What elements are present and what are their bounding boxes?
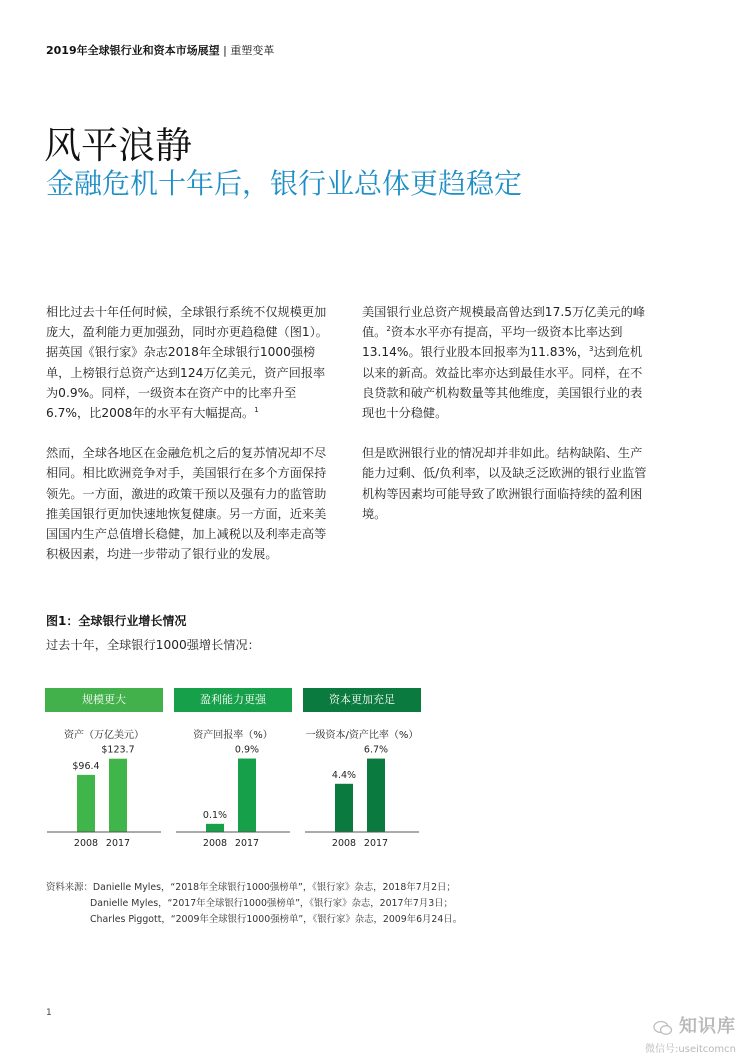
body-column-right: [362, 302, 647, 544]
source-line: Danielle Myles，“2017年全球银行1000强榜单”，《银行家》杂志，2017年7月3日；: [90, 898, 453, 909]
report-title: 2019年全球银行业和资本市场展望: [46, 44, 220, 57]
watermark-url: 微信号:useitcomcn: [645, 1044, 736, 1055]
bar-2017: [109, 759, 127, 832]
chart-panel-size: [45, 688, 163, 854]
body-column-left: [46, 302, 330, 584]
bar-chart-assets: [45, 738, 163, 854]
bar-2017: [367, 759, 385, 832]
paragraph-text: 相比过去十年任何时候，全球银行系统不仅规模更加庞大，盈利能力更加强劲，同时亦更趋稳健（图1）。据英国《银行家》杂志2018年全球银行1000强榜单，上榜银行总资产达到124万亿美元，资产回报率为0.9%。同样，一级资本在资产中的比率升至6.7%，比2008年的水平有大幅提高。: [46, 305, 328, 421]
chart-panel-profitability: [174, 688, 292, 854]
watermark: [645, 1012, 736, 1055]
sources-label: 资料来源：: [46, 882, 93, 893]
paragraph: [46, 443, 330, 564]
panel-header: 资本更加充足: [303, 688, 421, 712]
data-label: 4.4%: [331, 769, 357, 781]
data-label: $96.4: [72, 760, 100, 772]
bar-2008: [206, 824, 224, 832]
header-separator: |: [223, 44, 227, 57]
x-tick-label: 2008: [202, 838, 228, 849]
source-line: Danielle Myles，“2018年全球银行1000强榜单”，《银行家》杂志，2018年7月2日；: [92, 882, 456, 893]
page-number: 1: [46, 1008, 52, 1018]
x-tick-label: 2017: [105, 838, 131, 849]
paragraph-text: 美国银行业总资产规模最高曾达到17.5万亿美元的峰值。: [362, 305, 646, 340]
wechat-icon: [653, 1021, 673, 1035]
paragraph: [46, 302, 330, 423]
bar-chart-tier1: [303, 738, 421, 854]
chart-title: 一级资本/资产比率（%）: [305, 730, 419, 741]
paragraph: [362, 302, 647, 423]
x-tick-label: 2017: [363, 838, 389, 849]
bar-2008: [77, 775, 95, 832]
sources-note: [46, 880, 462, 928]
x-tick-label: 2008: [73, 838, 99, 849]
chart-title: 资产（万亿美元）: [64, 730, 144, 741]
panel-header: 规模更大: [45, 688, 163, 712]
paragraph-text: 然而，全球各地区在金融危机之后的复苏情况却不尽相同。相比欧洲竞争对手，美国银行在多个方面保持领先。一方面，激进的政策干预以及强有力的监管助推美国银行更加快速地恢复健康。另一方面，近来美国国内生产总值增长稳健，加上减税以及利率走高等积极因素，均进一步带动了银行业的发展。: [46, 446, 327, 562]
report-header: [46, 42, 274, 58]
paragraph-text: 达到危机以来的新高。效益比率亦达到最佳水平。同样，在不良贷款和破产机构数量等其他维度，美国银行业的表现也十分稳健。: [362, 345, 643, 421]
bar-2008: [335, 784, 353, 832]
figure-title: 图1：全球银行业增长情况: [46, 614, 187, 628]
paragraph-text: 但是欧洲银行业的情况却并非如此。结构缺陷、生产能力过剩、低/负利率，以及缺乏泛欧洲的银行业监管机构等因素均可能导致了欧洲银行面临持续的盈利困境。: [362, 446, 647, 521]
section-name: 重塑变革: [230, 44, 275, 57]
source-line: Charles Piggott，“2009年全球银行1000强榜单”，《银行家》杂志，2009年6月24日。: [90, 914, 463, 925]
footnote-ref: 3: [589, 345, 594, 354]
page-title: 风平浪静: [44, 124, 192, 167]
x-tick-label: 2017: [234, 838, 260, 849]
watermark-brand: 知识库: [679, 1016, 736, 1037]
page-subtitle: 金融危机十年后，银行业总体更趋稳定: [46, 167, 523, 200]
bar-2017: [238, 759, 256, 832]
data-label: $123.7: [101, 744, 135, 756]
chart-panel-capital: [303, 688, 421, 854]
data-label: 0.9%: [234, 744, 260, 756]
data-label: 6.7%: [363, 744, 389, 756]
footnote-ref: 1: [254, 405, 259, 414]
bar-chart-roa: [174, 738, 292, 854]
paragraph: [362, 443, 647, 524]
data-label: 0.1%: [202, 809, 228, 821]
chart-title: 资产回报率（%）: [193, 730, 273, 741]
x-tick-label: 2008: [331, 838, 357, 849]
paragraph-text: 资本水平亦有提高，平均一级资本比率达到13.14%。银行业股本回报率为11.83%，: [362, 325, 623, 360]
figure-subtitle: 过去十年，全球银行1000强增长情况：: [46, 638, 260, 652]
footnote-ref: 2: [386, 325, 391, 334]
panel-header: 盈利能力更强: [174, 688, 292, 712]
